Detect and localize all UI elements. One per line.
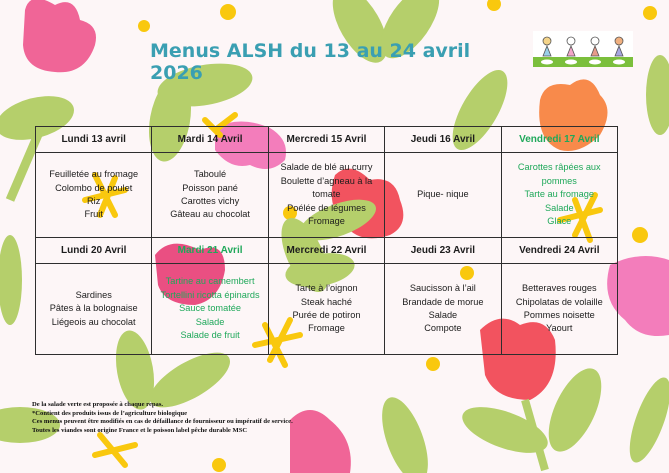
footnotes xyxy=(32,401,293,435)
menu-item: Tarte au fromage xyxy=(524,189,594,200)
menu-cell xyxy=(501,153,617,238)
children-table-logo xyxy=(533,31,633,67)
menu-item: Poisson pané xyxy=(182,182,238,193)
menu-item: Saucisson à l’ail xyxy=(409,283,476,294)
menu-cell xyxy=(152,264,268,355)
menu-cell xyxy=(268,153,384,238)
menu-item: Carottes vichy xyxy=(180,196,240,206)
menu-item: Fruit xyxy=(84,209,103,220)
day-header: Mercredi 15 Avril xyxy=(268,127,384,153)
footnote: *Contient des produits issus de l’agriculture biologique xyxy=(32,409,188,417)
menu-item: Compote xyxy=(424,323,462,334)
menu-item: Fromage xyxy=(308,216,345,227)
week1-menu-row xyxy=(36,153,618,238)
menu-item: Boulette d’agneau à la xyxy=(280,175,373,186)
day-header: Jeudi 16 Avril xyxy=(385,127,501,153)
menu-item: Glace xyxy=(547,216,572,227)
menu-item: tomate xyxy=(312,189,341,200)
menu-item: Brandade de morue xyxy=(402,296,484,307)
menu-item: Riz xyxy=(87,196,101,206)
menu-item: Sauce tomatée xyxy=(179,303,241,314)
menu-item: Salade xyxy=(544,202,574,213)
menu-item: Tarte à l’oignon xyxy=(295,283,358,294)
menu-item: Chipolatas de volaille xyxy=(515,296,603,307)
menu-cell xyxy=(36,264,152,355)
menu-item: Pique- nique xyxy=(417,189,469,200)
week2-header-row xyxy=(36,238,618,264)
day-header: Lundi 13 avril xyxy=(36,127,152,153)
menu-item: Purée de potiron xyxy=(292,310,361,320)
menu-item: Feuilletée au fromage xyxy=(49,169,139,180)
menu-item: Betteraves rouges xyxy=(521,283,597,294)
menu-item: Poélée de légumes xyxy=(287,202,366,213)
footnote: Toutes les viandes sont origine France et le poisson label pêche durable MSC xyxy=(32,426,248,434)
footnote: Ces menus peuvent être modifiés en cas de défaillance de fournisseur ou impératif de service. xyxy=(32,418,293,426)
menu-cell xyxy=(36,153,152,238)
page-title: Menus ALSH du 13 au 24 avril 2026 xyxy=(150,40,471,84)
day-header: Lundi 20 Avril xyxy=(36,238,152,264)
menu-cell xyxy=(268,264,384,355)
week1-header-row xyxy=(36,127,618,153)
menu-item: Tartine au camembert xyxy=(165,276,255,287)
menu-item: Salade de blé au curry xyxy=(280,162,373,173)
menu-item: Pommes noisette xyxy=(523,310,595,320)
day-header: Mardi 21 Avril xyxy=(152,238,268,264)
menu-cell xyxy=(385,153,501,238)
menu-item: Colombo de poulet xyxy=(55,182,133,193)
menu-item: Salade de fruit xyxy=(180,330,240,341)
day-header: Vendredi 24 Avril xyxy=(501,238,617,264)
menu-cell xyxy=(385,264,501,355)
day-header: Jeudi 23 Avril xyxy=(385,238,501,264)
menu-item: Salade xyxy=(428,310,458,320)
menu-item: Liégeois au chocolat xyxy=(51,316,136,327)
day-header: Mercredi 22 Avril xyxy=(268,238,384,264)
menu-item: Gâteau au chocolat xyxy=(170,209,250,220)
menu-item: Steak haché xyxy=(300,296,353,307)
menu-item: Carottes râpées aux xyxy=(517,162,601,173)
menu-cell xyxy=(152,153,268,238)
menu-item: Sardines xyxy=(75,289,112,300)
footnote: De la salade verte est proposée à chaque repas. xyxy=(32,401,164,408)
menu-item: Tortellini ricotta épinards xyxy=(160,289,260,300)
menu-table xyxy=(35,126,618,355)
menu-item: Yaourt xyxy=(546,323,573,334)
day-header: Vendredi 17 Avril xyxy=(501,127,617,153)
week2-menu-row xyxy=(36,264,618,355)
menu-item: Salade xyxy=(195,316,225,327)
menu-cell xyxy=(501,264,617,355)
menu-item: Taboulé xyxy=(193,169,227,180)
menu-item: pommes xyxy=(541,175,577,186)
menu-item: Fromage xyxy=(308,323,345,334)
menu-item: Pâtes à la bolognaise xyxy=(49,303,138,314)
day-header: Mardi 14 Avril xyxy=(152,127,268,153)
